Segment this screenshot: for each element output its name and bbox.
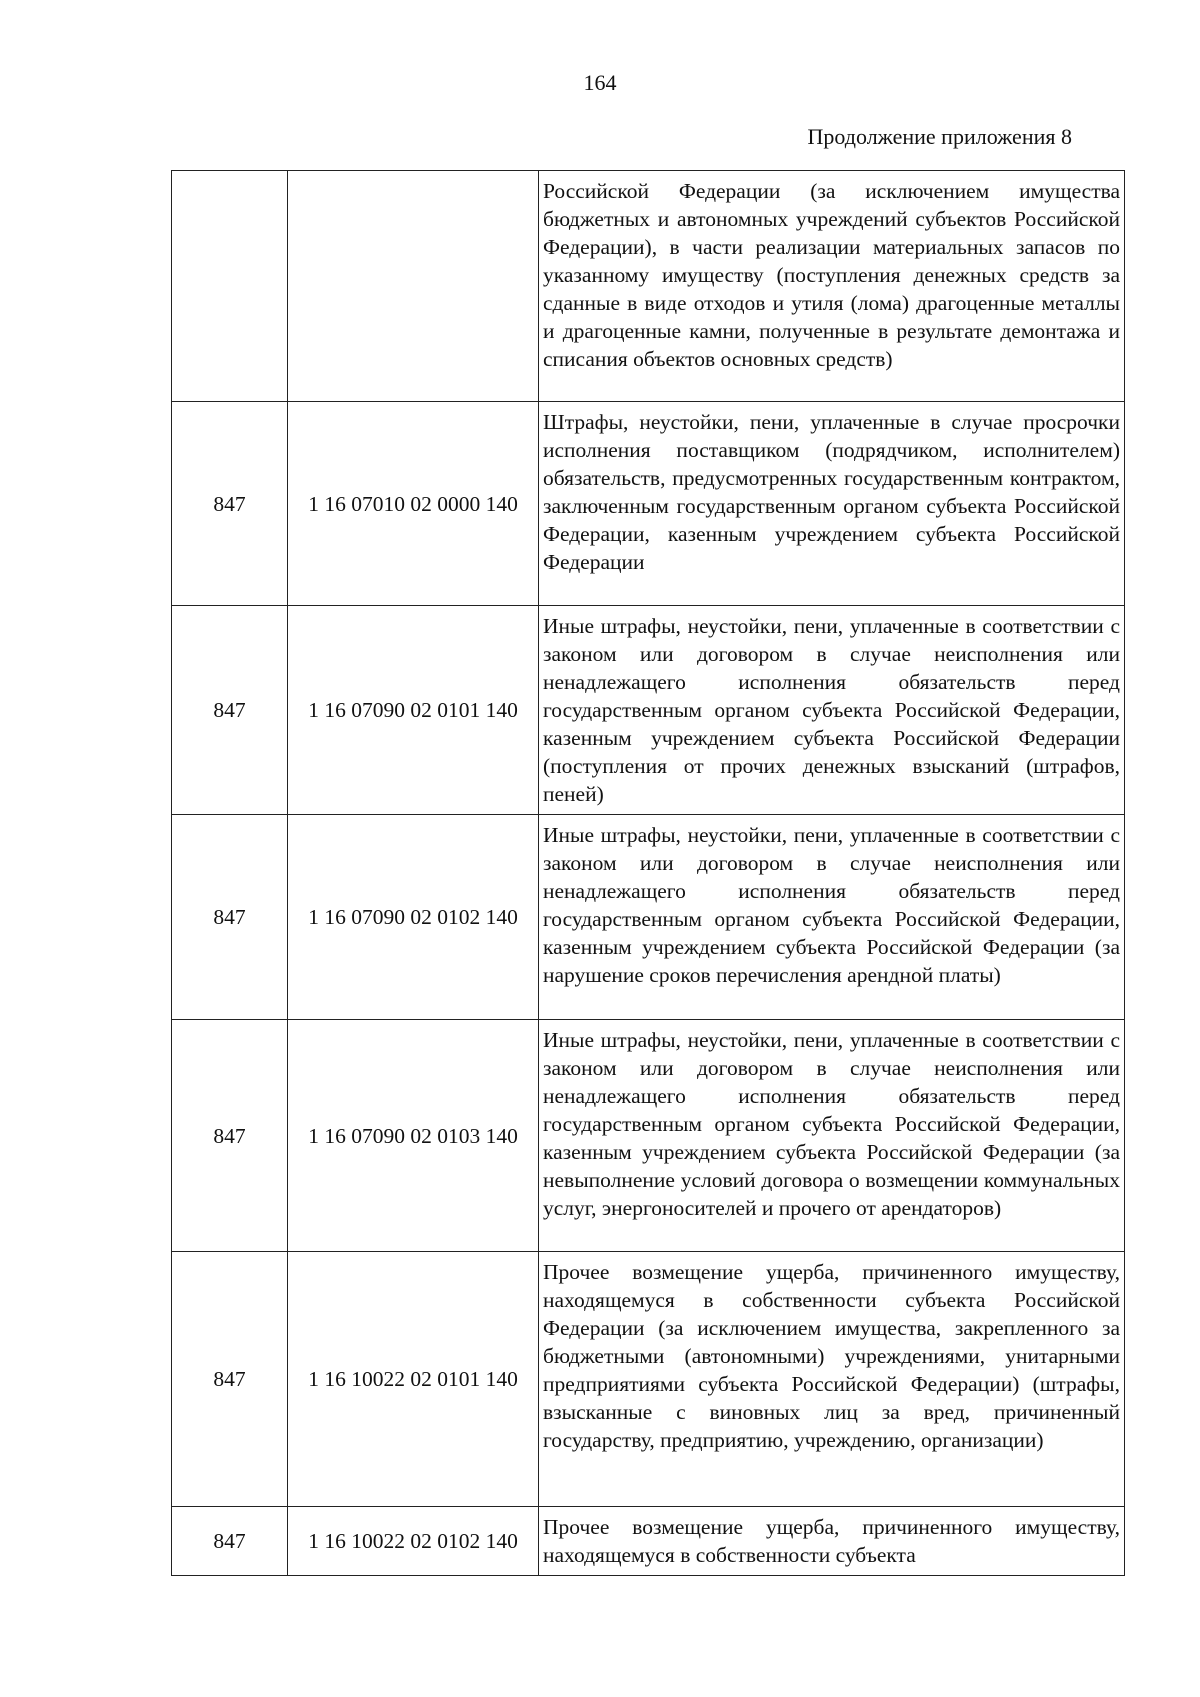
table-row xyxy=(172,402,1125,606)
budget-classification-table xyxy=(171,170,1125,1576)
appendix-caption: Продолжение приложения 8 xyxy=(807,124,1072,149)
income-code-cell: 1 16 10022 02 0101 140 xyxy=(288,1252,539,1507)
admin-code-cell: 847 xyxy=(172,402,288,606)
table-row xyxy=(172,1252,1125,1507)
admin-code-cell xyxy=(172,171,288,402)
admin-code-cell: 847 xyxy=(172,1252,288,1507)
table-row xyxy=(172,171,1125,402)
table-row xyxy=(172,606,1125,815)
income-name-cell: Иные штрафы, неустойки, пени, уплаченные в соответствии с законом или договором в случае неисполнения или ненадлежащего исполнения обязательств перед государственным органом субъекта Российской Федерации, казенным учреждением субъекта Российской Федерации (за нарушение сроков перечисления арендной платы) xyxy=(539,815,1125,1020)
income-code-cell: 1 16 07090 02 0103 140 xyxy=(288,1020,539,1252)
table-row xyxy=(172,1507,1125,1576)
admin-code-cell: 847 xyxy=(172,606,288,815)
income-name-cell: Российской Федерации (за исключением имущества бюджетных и автономных учреждений субъектов Российской Федерации), в части реализации материальных запасов по указанному имуществу (поступления денежных средств за сданные в виде отходов и утиля (лома) драгоценные металлы и драгоценные камни, полученные в результате демонтажа и списания объектов основных средств) xyxy=(539,171,1125,402)
income-code-cell xyxy=(288,171,539,402)
income-code-cell: 1 16 07090 02 0101 140 xyxy=(288,606,539,815)
admin-code-cell: 847 xyxy=(172,1020,288,1252)
income-name-cell: Иные штрафы, неустойки, пени, уплаченные в соответствии с законом или договором в случае неисполнения или ненадлежащего исполнения обязательств перед государственным органом субъекта Российской Федерации, казенным учреждением субъекта Российской Федерации (за невыполнение условий договора о возмещении коммунальных услуг, энергоносителей и прочего от арендаторов) xyxy=(539,1020,1125,1252)
table-row xyxy=(172,1020,1125,1252)
income-name-cell: Штрафы, неустойки, пени, уплаченные в случае просрочки исполнения поставщиком (подрядчиком, исполнителем) обязательств, предусмотренных государственным контрактом, заключенным государственным органом субъекта Российской Федерации, казенным учреждением субъекта Российской Федерации xyxy=(539,402,1125,606)
page-number: 164 xyxy=(583,70,617,95)
admin-code-cell: 847 xyxy=(172,1507,288,1576)
income-code-cell: 1 16 07090 02 0102 140 xyxy=(288,815,539,1020)
table-row xyxy=(172,815,1125,1020)
income-name-cell: Прочее возмещение ущерба, причиненного имуществу, находящемуся в собственности субъекта xyxy=(539,1507,1125,1576)
admin-code-cell: 847 xyxy=(172,815,288,1020)
income-name-cell: Прочее возмещение ущерба, причиненного имуществу, находящемуся в собственности субъекта Российской Федерации (за исключением имущества, закрепленного за бюджетными (автономными) учреждениями, унитарными предприятиями субъекта Российской Федерации) (штрафы, взысканные с виновных лиц за вред, причиненный государству, предприятию, учреждению, организации) xyxy=(539,1252,1125,1507)
income-name-cell: Иные штрафы, неустойки, пени, уплаченные в соответствии с законом или договором в случае неисполнения или ненадлежащего исполнения обязательств перед государственным органом субъекта Российской Федерации, казенным учреждением субъекта Российской Федерации (поступления от прочих денежных взысканий (штрафов, пеней) xyxy=(539,606,1125,815)
income-code-cell: 1 16 07010 02 0000 140 xyxy=(288,402,539,606)
income-code-cell: 1 16 10022 02 0102 140 xyxy=(288,1507,539,1576)
